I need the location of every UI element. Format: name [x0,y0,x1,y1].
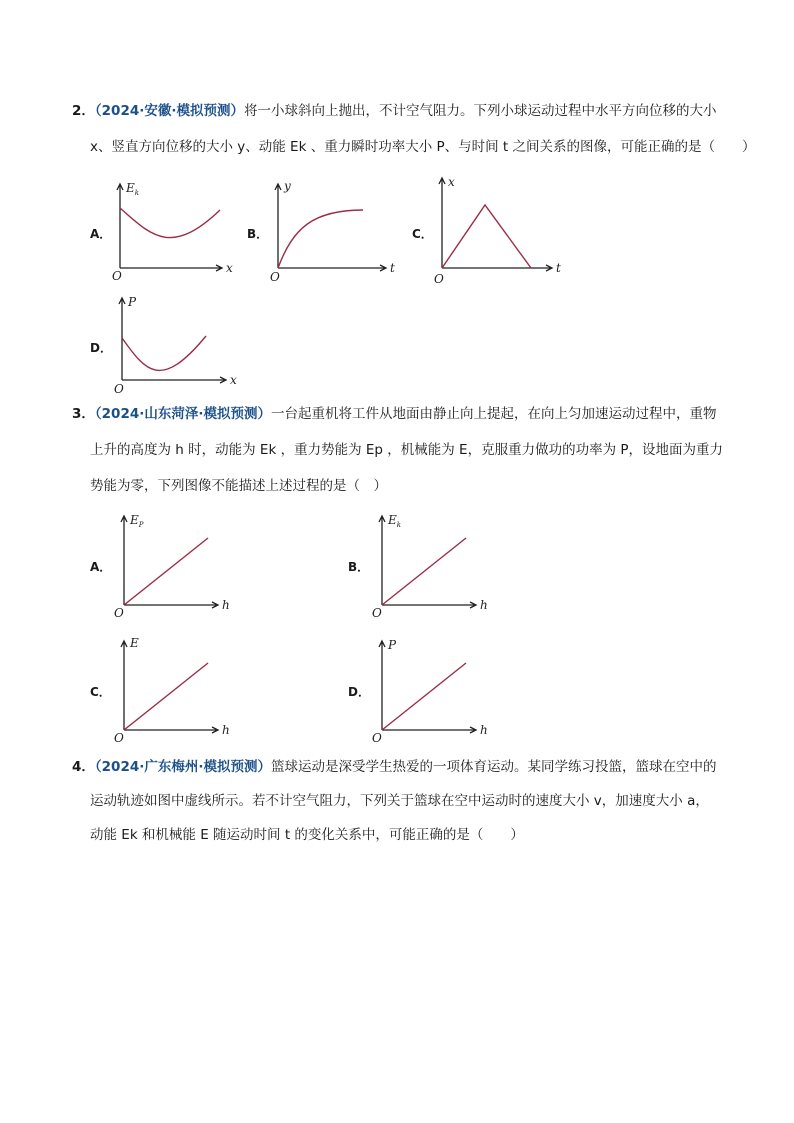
q2-d-origin: O [114,382,124,396]
q3-b-xlabel: h [480,598,488,612]
q2-a-ysub: k [134,189,140,197]
q3-option-c-label[interactable]: C． [90,685,111,699]
q3-text-3: 势能为零，下列图像不能描述上述过程的是（ ） [90,478,387,494]
q3-line2 [90,440,730,460]
q3-graph-b [370,510,500,620]
q2-option-a-label[interactable]: A． [90,227,112,241]
q2-graph-d [110,292,240,396]
q3-option-a-label[interactable]: A． [90,560,112,574]
q4-number: 4． [72,759,95,775]
q2-graph-c [432,172,572,286]
q3-a-xlabel: h [222,598,230,612]
q4-source: （2024·广东梅州·模拟预测） [94,759,271,775]
q3-b-origin: O [372,606,382,620]
q2-c-origin: O [434,272,444,286]
q3-a-ysub: P [138,521,144,529]
q3-number: 3． [72,406,95,422]
q3-option-b-label[interactable]: B． [348,560,370,574]
q4-line3 [90,825,730,845]
q3-line1 [72,404,717,424]
q4-text-1: 篮球运动是深受学生热爱的一项体育运动。某同学练习投篮，篮球在空中的 [271,759,717,775]
q3-c-xlabel: h [222,723,230,737]
q2-b-ylabel: y [284,179,291,193]
q2-text-2: x、竖直方向位移的大小 y、动能 Ek 、重力瞬时功率大小 P、与时间 t 之间关系的图像，可能正确的是（ ） [90,139,756,155]
q3-d-ylabel: P [388,638,397,652]
q2-a-xlabel: x [226,261,233,275]
q3-d-xlabel: h [480,723,488,737]
q2-a-origin: O [112,269,122,283]
q3-text-2: 上升的高度为 h 时，动能为 Ek ，重力势能为 Ep ，机械能为 E，克服重力做功的功率为 P，设地面为重力 [90,442,724,458]
q2-c-xlabel: t [556,261,561,275]
q2-d-ylabel: P [128,295,137,309]
svg-text:EP [129,513,144,529]
q2-b-curve [278,210,363,268]
q2-text-1: 将一小球斜向上抛出，不计空气阻力。下列小球运动过程中水平方向位移的大小 [244,103,717,119]
q4-line2 [90,791,730,811]
q3-d-line [382,663,466,730]
q2-b-xlabel: t [390,261,395,275]
q2-d-curve [122,336,206,370]
q2-a-ylabel: E [126,181,135,195]
q2-c-ylabel: x [448,175,455,189]
q2-line1 [72,101,717,121]
q3-b-ysub: k [396,521,402,529]
q3-line3 [90,476,730,496]
svg-text:Ek [387,513,401,529]
q3-a-ylabel: E [130,513,139,527]
q2-option-b-label[interactable]: B． [247,227,269,241]
q2-a-curve [120,208,220,238]
q2-option-c-label[interactable]: C． [412,227,433,241]
q2-number: 2． [72,103,95,119]
q3-b-ylabel: E [388,513,397,527]
q3-source: （2024·山东菏泽·模拟预测） [94,406,271,422]
q3-c-origin: O [114,731,124,745]
q2-b-origin: O [270,270,280,284]
q3-c-line [124,663,208,730]
q3-graph-a [112,510,242,620]
q3-a-origin: O [114,606,124,620]
q3-graph-c [112,635,242,745]
q2-source: （2024·安徽·模拟预测） [94,103,244,119]
q2-line2 [90,137,756,157]
q3-c-ylabel: E [130,636,139,650]
svg-text:Ek [125,181,139,197]
q3-a-line [124,538,208,605]
q4-text-3: 动能 Ek 和机械能 E 随运动时间 t 的变化关系中，可能正确的是（ ） [90,827,524,843]
q2-graph-b [268,178,398,284]
q3-option-d-label[interactable]: D． [348,685,370,699]
q2-c-curve [442,205,531,268]
q4-text-2: 运动轨迹如图中虚线所示。若不计空气阻力，下列关于篮球在空中运动时的速度大小 v，加速度大小 a， [90,793,709,809]
q3-b-line [382,538,466,605]
q2-option-d-label[interactable]: D． [90,341,112,355]
q2-graph-a [110,178,240,283]
q3-d-origin: O [372,731,382,745]
q4-line1 [72,757,717,777]
q3-text-1: 一台起重机将工件从地面由静止向上提起，在向上匀加速运动过程中，重物 [271,406,717,422]
q2-d-xlabel: x [230,373,237,387]
q3-graph-d [370,635,500,745]
